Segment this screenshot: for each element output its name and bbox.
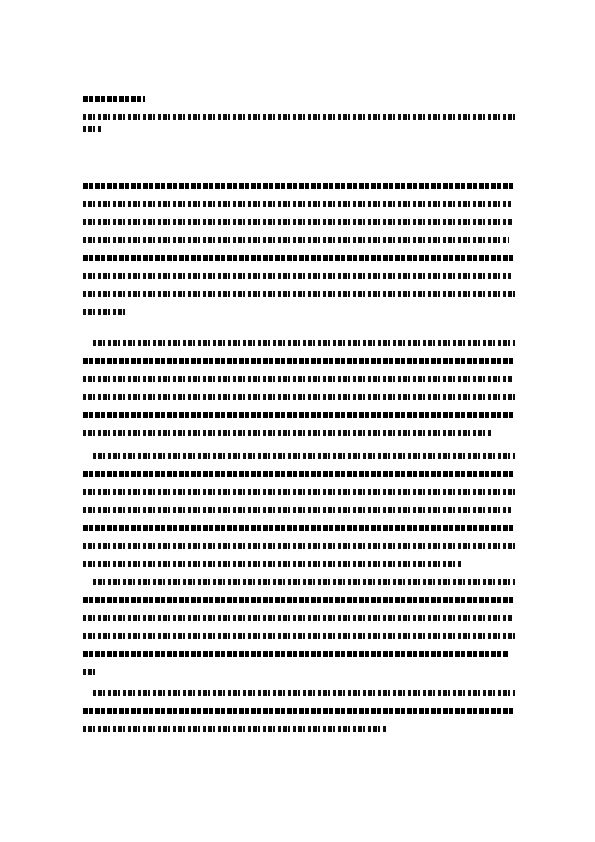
body-paragraph-2 (83, 340, 515, 448)
header-title-line (83, 96, 515, 102)
text-line (83, 489, 515, 495)
text-line (83, 183, 515, 189)
text-line (83, 291, 515, 297)
text-line (83, 201, 515, 207)
text-line (83, 579, 515, 585)
body-paragraph-1 (83, 183, 515, 327)
text-line (83, 726, 515, 732)
text-line (83, 525, 515, 531)
text-line (83, 507, 515, 513)
text-line (83, 309, 515, 315)
text-line (83, 430, 515, 436)
text-line (83, 219, 515, 225)
document-note (0, 0, 1, 1)
text-line (83, 651, 515, 657)
document-header (83, 96, 515, 144)
text-line (83, 597, 515, 603)
text-line (83, 340, 515, 346)
text-line (83, 471, 515, 477)
text-line (83, 376, 515, 382)
text-line (83, 561, 515, 567)
text-line (83, 273, 515, 279)
text-line (83, 412, 515, 418)
header-subtitle-line (83, 114, 515, 120)
text-line (83, 708, 515, 714)
text-line (83, 669, 515, 675)
body-paragraph-3 (83, 453, 515, 579)
header-subtitle-line (83, 126, 515, 132)
text-line (83, 453, 515, 459)
body-paragraph-5 (83, 690, 515, 744)
text-line (83, 633, 515, 639)
text-line (83, 358, 515, 364)
text-line (83, 237, 515, 243)
text-line (83, 394, 515, 400)
body-paragraph-4 (83, 579, 515, 687)
text-line (83, 255, 515, 261)
text-line (83, 690, 515, 696)
text-line (83, 615, 515, 621)
text-line (83, 543, 515, 549)
